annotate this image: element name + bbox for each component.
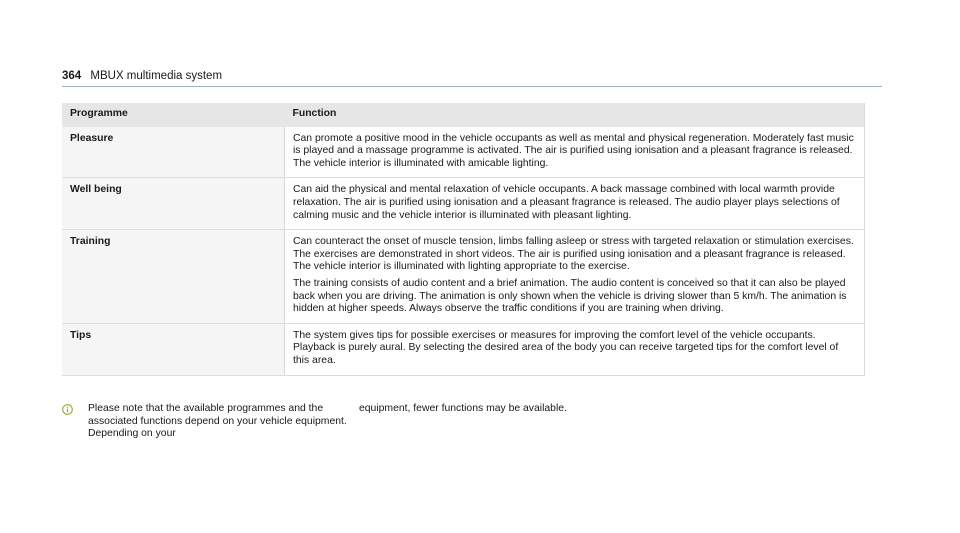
programme-name: Well being bbox=[62, 178, 285, 230]
function-paragraph: Can promote a positive mood in the vehicle occupants as well as mental and physical regeneration. Moderately fast music is played and a massage programme is activated. The air is purified using ionisation and a pleasant fragrance is released. The vehicle interior is illuminated with amicable lighting. bbox=[293, 132, 854, 169]
programme-table bbox=[62, 103, 865, 376]
column-header-programme: Programme bbox=[62, 103, 285, 127]
function-paragraph: The system gives tips for possible exercises or measures for improving the comfort level of the vehicle occupants. Playback is purely aural. By selecting the desired area of the body you can receive targeted tips for the comfort level of this area. bbox=[293, 329, 839, 366]
section-title: MBUX multimedia system bbox=[90, 70, 223, 82]
function-paragraph: The training consists of audio content and a brief animation. The audio content is conceived so that it can also be played back when you are driving. The animation is only shown when the vehicle is driving slower than 5 km/h. The animation is hidden at higher speeds. Always observe the traffic conditions if you are training when driving. bbox=[293, 277, 847, 315]
programme-function bbox=[285, 127, 865, 178]
table-row bbox=[62, 323, 865, 375]
note-text-column-2: equipment, fewer functions may be available. bbox=[359, 403, 567, 414]
programme-name: Tips bbox=[62, 323, 285, 375]
function-paragraph: Can aid the physical and mental relaxation of vehicle occupants. A back massage combined with local warmth provide relaxation. The air is purified using ionisation and a pleasant fragrance is released. The audio player plays selections of calming music and the vehicle interior is illuminated with pleasant lighting. bbox=[293, 184, 840, 221]
table-row bbox=[62, 127, 865, 178]
programme-name: Pleasure bbox=[62, 127, 285, 178]
programme-function bbox=[285, 178, 865, 230]
table-row bbox=[62, 230, 865, 324]
info-icon bbox=[62, 404, 73, 415]
programme-function bbox=[285, 323, 865, 375]
programme-name: Training bbox=[62, 230, 285, 324]
table-header-row bbox=[62, 103, 865, 127]
table-row bbox=[62, 178, 865, 230]
page-header bbox=[62, 70, 222, 82]
function-paragraph: Can counteract the onset of muscle tension, limbs falling asleep or stress with targeted relaxation or stimulation exercises. The exercises are demonstrated in short videos. The air is purified using ionisation and a pleasant fragrance is released. The vehicle interior is illuminated with lighting appropriate to the exercise. bbox=[293, 236, 854, 273]
header-rule bbox=[62, 86, 882, 87]
programme-function bbox=[285, 230, 865, 324]
note-text-column-1: Please note that the available programmes and the associated functions depend on your vehicle equipment. Depending on your bbox=[88, 403, 347, 440]
page-number: 364 bbox=[62, 70, 82, 82]
column-header-function: Function bbox=[285, 103, 865, 127]
